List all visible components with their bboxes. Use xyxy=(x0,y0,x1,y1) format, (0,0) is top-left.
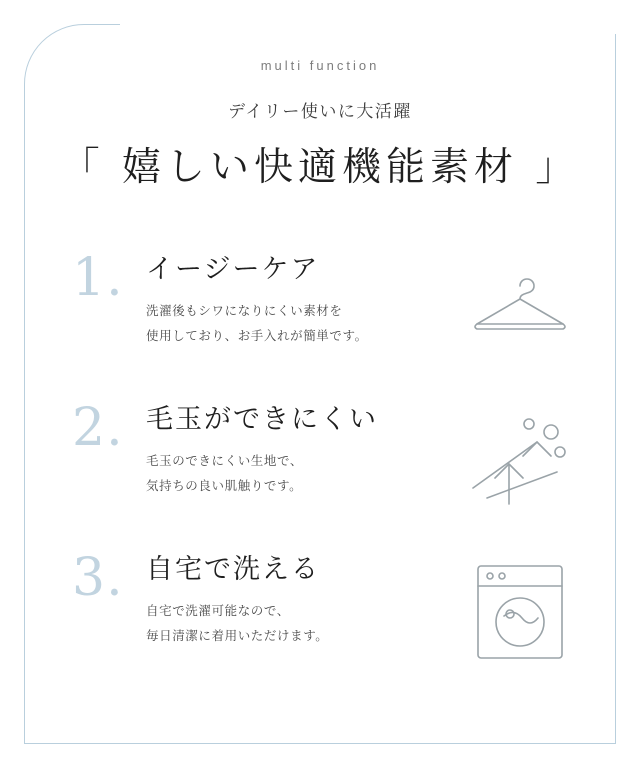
feature-description-line: 気持ちの良い肌触りです。 xyxy=(146,478,303,494)
washing-machine-icon xyxy=(460,552,580,672)
feature-text xyxy=(146,402,460,498)
feature-description-line: 毛玉のできにくい生地で、 xyxy=(146,453,303,469)
page-subtitle: デイリー使いに大活躍 xyxy=(228,102,412,122)
feature-text xyxy=(146,252,460,348)
feature-description xyxy=(146,598,460,648)
list-item xyxy=(0,248,640,402)
feature-description xyxy=(146,448,460,498)
list-item xyxy=(0,548,640,702)
feature-title: 自宅で洗える xyxy=(146,554,320,585)
feature-description-line: 毎日清潔に着用いただけます。 xyxy=(146,628,329,644)
feature-description-line: 洗濯後もシワになりにくい素材を xyxy=(146,303,343,319)
feature-list xyxy=(0,248,640,702)
feature-title: 毛玉ができにくい xyxy=(146,404,378,435)
list-item xyxy=(0,398,640,552)
feature-description xyxy=(146,298,460,348)
eyebrow-text: multi function xyxy=(260,58,380,73)
fabric-shaver-icon xyxy=(460,402,580,522)
feature-text xyxy=(146,552,460,648)
feature-number: 3. xyxy=(72,548,124,608)
page-title: 「 嬉しい快適機能素材 」 xyxy=(60,145,580,190)
feature-number: 1. xyxy=(72,248,124,308)
clothes-hanger-icon xyxy=(460,252,580,372)
feature-title: イージーケア xyxy=(146,254,320,285)
feature-description-line: 自宅で洗濯可能なので、 xyxy=(146,603,290,619)
frame-mask-bottom xyxy=(24,748,640,768)
feature-number: 2. xyxy=(72,398,124,458)
feature-description-line: 使用しており、お手入れが簡単です。 xyxy=(146,328,368,344)
